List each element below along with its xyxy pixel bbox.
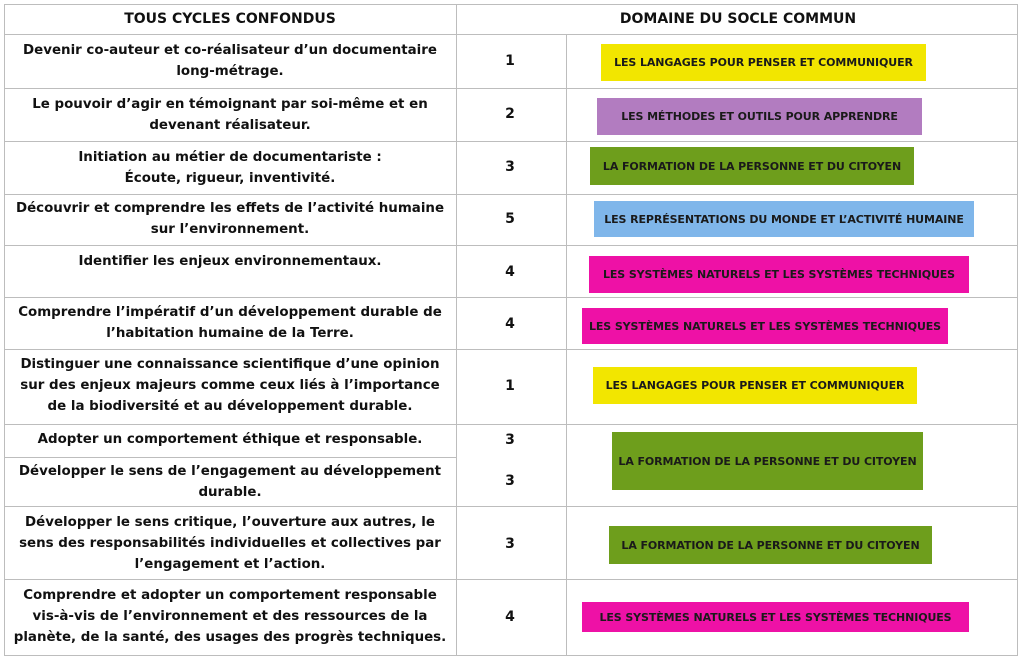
objective-line: Développer le sens critique, l’ouverture aux autres, le (25, 515, 435, 530)
objective-row-3 (6, 147, 454, 189)
row-divider (4, 297, 1018, 298)
row-divider (4, 141, 1018, 142)
objective-row-11 (6, 585, 454, 648)
domain-badge: LES SYSTÈMES NATURELS ET LES SYSTÈMES TECHNIQUES (582, 308, 948, 344)
cycle-number: 4 (505, 264, 515, 280)
row-divider (4, 194, 1018, 195)
cycle-number: 1 (505, 378, 515, 394)
column-divider (456, 4, 457, 656)
row-divider (4, 34, 1018, 35)
objective-line: l’engagement et l’action. (134, 557, 326, 572)
objective-line: Devenir co-auteur et co-réalisateur d’un documentaire (23, 43, 437, 58)
objective-line: planète, de la santé, des usages des progrès techniques. (13, 630, 447, 645)
objective-line: Initiation au métier de documentariste : (78, 150, 382, 165)
objective-line: l’habitation humaine de la Terre. (106, 326, 354, 341)
row-divider (4, 424, 1018, 425)
domain-badge: LA FORMATION DE LA PERSONNE ET DU CITOYEN (590, 147, 914, 185)
objective-line: devenant réalisateur. (149, 118, 311, 133)
objective-row-2 (6, 94, 454, 136)
cycle-number: 3 (505, 159, 515, 175)
objective-line: vis-à-vis de l’environnement et des ressources de la (32, 609, 428, 624)
objective-line: Le pouvoir d’agir en témoignant par soi-même et en (32, 97, 428, 112)
objective-row-7 (6, 354, 454, 417)
objective-line: Écoute, rigueur, inventivité. (124, 171, 336, 186)
objective-line: Distinguer une connaissance scientifique d’une opinion (20, 357, 440, 372)
cycle-number: 3 (505, 473, 515, 489)
cycle-number: 5 (505, 211, 515, 227)
objective-line: de la biodiversité et au développement durable. (47, 399, 413, 414)
row-divider (4, 88, 1018, 89)
objective-row-1 (6, 40, 454, 82)
objective-line: Découvrir et comprendre les effets de l’activité humaine (15, 201, 445, 216)
objective-row-5 (6, 251, 454, 272)
objective-row-9 (6, 461, 454, 503)
objective-line: sur des enjeux majeurs comme ceux liés à l’importance (20, 378, 440, 393)
objective-line: sens des responsabilités individuelles et collectives par (19, 536, 441, 551)
objective-line: durable. (198, 485, 262, 500)
objective-row-4 (6, 198, 454, 240)
objective-row-8 (6, 429, 454, 450)
domain-badge: LES LANGAGES POUR PENSER ET COMMUNIQUER (601, 44, 926, 81)
row-divider (4, 349, 1018, 350)
cycle-number: 2 (505, 106, 515, 122)
objective-line: long-métrage. (176, 64, 284, 79)
column-divider (566, 34, 567, 656)
cycle-number: 1 (505, 53, 515, 69)
objective-line: Comprendre l’impératif d’un développement durable de (18, 305, 442, 320)
domain-badge: LA FORMATION DE LA PERSONNE ET DU CITOYEN (609, 526, 932, 564)
row-divider (4, 579, 1018, 580)
objective-line: Adopter un comportement éthique et responsable. (37, 432, 423, 447)
objective-row-10 (6, 512, 454, 575)
row-divider (4, 506, 1018, 507)
header-col-domain: DOMAINE DU SOCLE COMMUN (619, 11, 857, 27)
domain-badge: LES REPRÉSENTATIONS DU MONDE ET L’ACTIVITÉ HUMAINE (594, 201, 974, 237)
objective-row-6 (6, 302, 454, 344)
domain-badge: LES SYSTÈMES NATURELS ET LES SYSTÈMES TECHNIQUES (582, 602, 969, 632)
cycle-number: 3 (505, 432, 515, 448)
domain-badge: LES LANGAGES POUR PENSER ET COMMUNIQUER (593, 367, 917, 404)
objective-line: Développer le sens de l’engagement au développement (18, 464, 442, 479)
objective-line: sur l’environnement. (150, 222, 310, 237)
row-divider (4, 245, 1018, 246)
domain-badge: LES SYSTÈMES NATURELS ET LES SYSTÈMES TECHNIQUES (589, 256, 969, 293)
domain-badge: LES MÉTHODES ET OUTILS POUR APPRENDRE (597, 98, 922, 135)
objective-line: Comprendre et adopter un comportement responsable (23, 588, 437, 603)
cycle-number: 4 (505, 609, 515, 625)
header-col-objectives: TOUS CYCLES CONFONDUS (124, 11, 336, 27)
objective-line: Identifier les enjeux environnementaux. (78, 254, 382, 269)
row-divider (4, 457, 457, 458)
cycle-number: 4 (505, 316, 515, 332)
cycle-number: 3 (505, 536, 515, 552)
domain-badge: LA FORMATION DE LA PERSONNE ET DU CITOYEN (612, 432, 923, 490)
